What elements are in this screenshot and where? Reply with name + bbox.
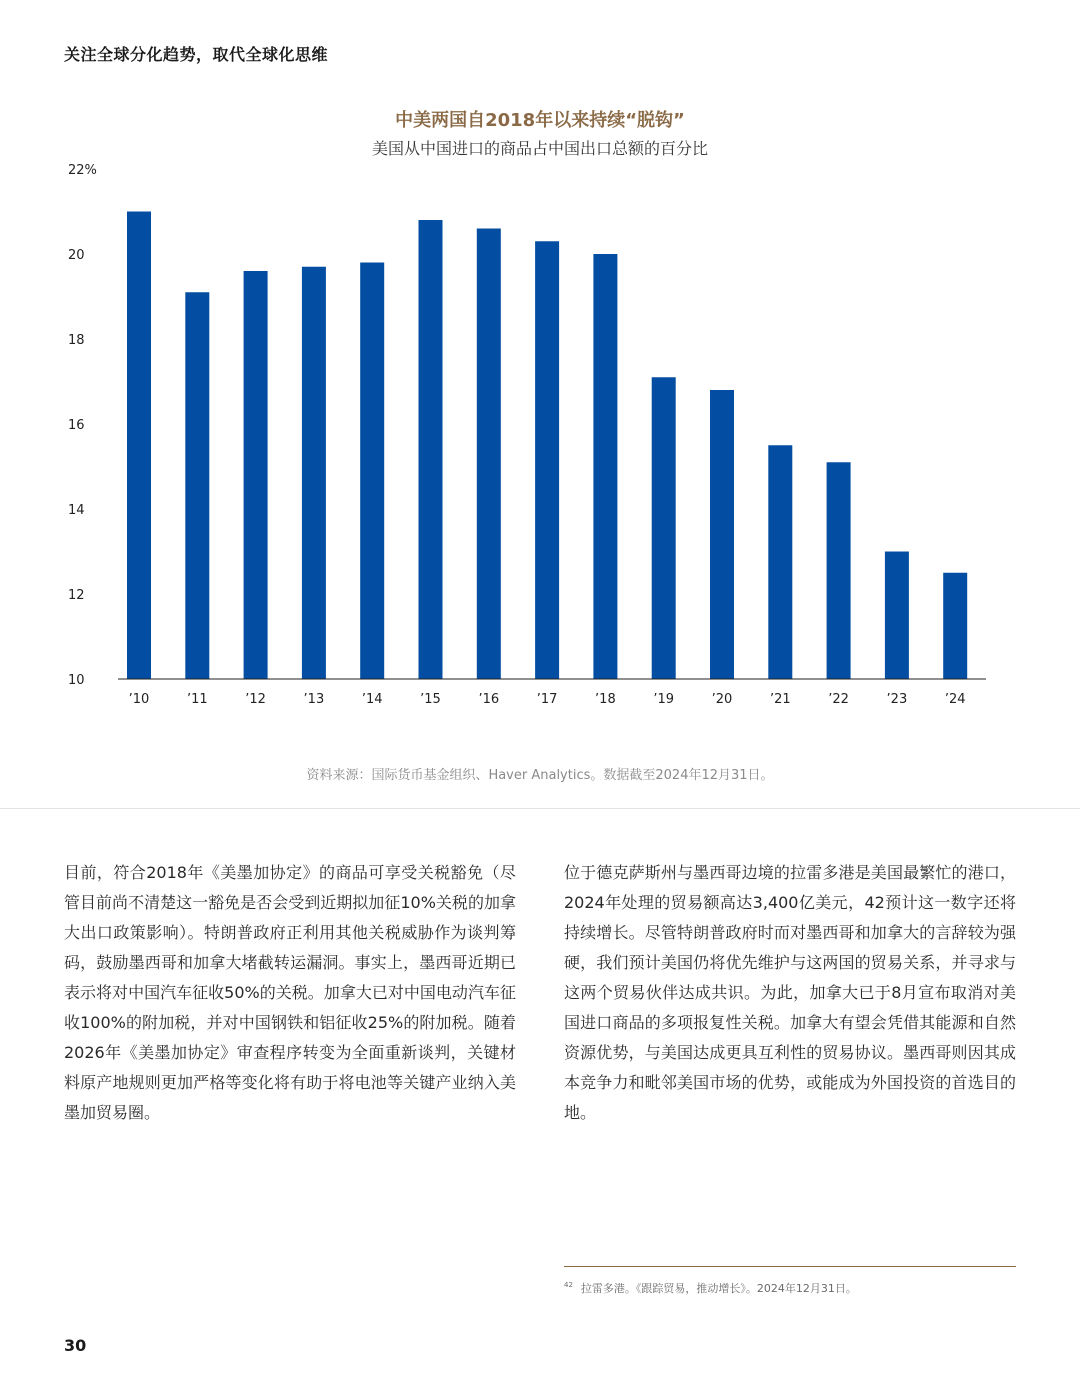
bar-12 [827,462,851,679]
bar-9 [652,377,676,679]
x-tick-label: ’17 [536,692,558,707]
bar-chart [0,150,1080,720]
bar-6 [477,229,501,680]
x-tick-label: ’23 [886,692,908,707]
x-tick-label: ’12 [245,692,266,707]
chart-title: 中美两国自2018年以来持续“脱钩” [395,110,685,131]
x-tick-label: ’18 [595,692,616,707]
x-tick-label: ’16 [478,692,500,707]
x-tick-label: ’19 [653,692,675,707]
chart-subtitle: 美国从中国进口的商品占中国出口总额的百分比 [371,139,708,158]
bar-13 [885,552,909,680]
y-tick-label: 14 [68,503,85,518]
x-tick-label: ’21 [769,692,791,707]
x-tick-label: ’15 [420,692,441,707]
chart-source: 资料来源：国际货币基金组织、Haver Analytics。数据截至2024年12月31日。 [306,768,774,783]
bar-11 [768,445,792,679]
bar-4 [360,263,384,680]
section-divider [0,808,1080,809]
bar-0 [127,212,151,680]
x-tick-label: ’20 [711,692,733,707]
x-tick-label: ’24 [944,692,966,707]
y-tick-label: 16 [68,418,85,433]
footnote-number: 42 [564,1281,573,1290]
x-axis-ticks [129,692,966,707]
x-tick-label: ’11 [186,692,208,707]
bar-3 [302,267,326,679]
bars [127,212,967,680]
page-number: 30 [64,1336,87,1355]
x-tick-label: ’22 [828,692,849,707]
page-header: 关注全球分化趋势，取代全球化思维 [64,45,329,64]
x-tick-label: ’13 [303,692,325,707]
footnote-rule [564,1266,1016,1267]
y-tick-label: 22% [68,163,97,178]
bar-14 [943,573,967,679]
bar-8 [593,254,617,679]
y-tick-label: 18 [68,333,85,348]
y-tick-label: 10 [68,673,85,688]
x-tick-label: ’10 [128,692,150,707]
x-tick-label: ’14 [361,692,383,707]
bar-2 [244,271,268,679]
bar-5 [419,220,443,679]
body-paragraph-right: 位于德克萨斯州与墨西哥边境的拉雷多港是美国最繁忙的港口，2024年处理的贸易额高达3,400亿美元，42预计这一数字还将持续增长。尽管特朗普政府时而对墨西哥和加拿大的言辞较为强硬，我们预计美国仍将优先维护与这两国的贸易关系，并寻求与这两个贸易伙伴达成共识。为此，加拿大已于8月宣布取消对美国进口商品的多项报复性关税。加拿大有望会凭借其能源和自然资源优势，与美国达成更具互利性的贸易协议。墨西哥则因其成本竞争力和毗邻美国市场的优势，或能成为外国投资的首选目的地。 [564,863,1016,1122]
bar-7 [535,241,559,679]
y-tick-label: 20 [68,248,85,263]
body-paragraph-left: 目前，符合2018年《美墨加协定》的商品可享受关税豁免（尽管目前尚不清楚这一豁免是否会受到近期拟加征10%关税的加拿大出口政策影响）。特朗普政府正利用其他关税威胁作为谈判筹码，鼓励墨西哥和加拿大堵截转运漏洞。事实上，墨西哥近期已表示将对中国汽车征收50%的关税。加拿大已对中国电动汽车征收100%的附加税，并对中国钢铁和铝征收25%的附加税。随着2026年《美墨加协定》审查程序转变为全面重新谈判，关键材料原产地规则更加严格等变化将有助于将电池等关键产业纳入美墨加贸易圈。 [64,863,516,1122]
footnote [564,1280,1016,1296]
y-tick-label: 12 [68,588,85,603]
bar-10 [710,390,734,679]
y-axis-ticks [68,163,97,688]
footnote-text: 拉雷多港。《跟踪贸易，推动增长》。2024年12月31日。 [580,1282,857,1295]
bar-1 [185,292,209,679]
